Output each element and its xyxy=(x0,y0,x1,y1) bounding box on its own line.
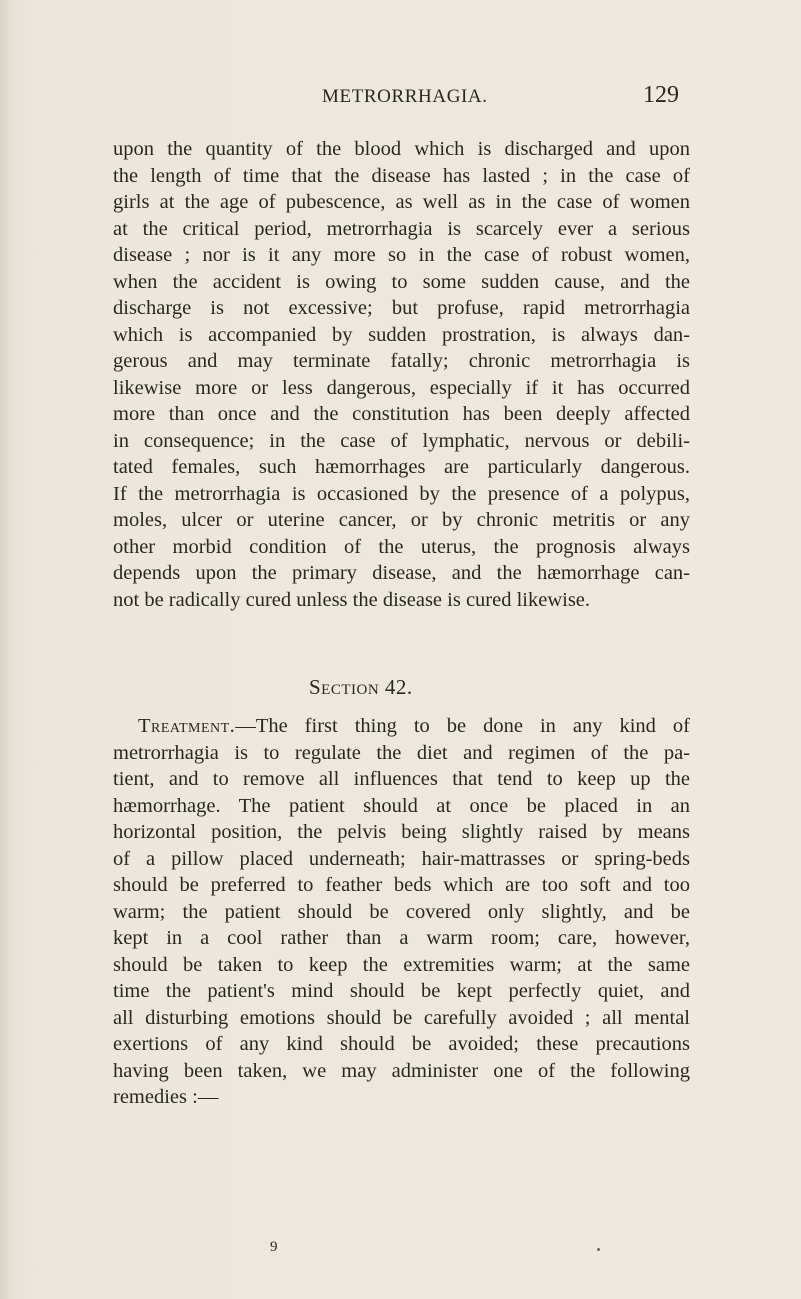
text-line: warm; the patient should be covered only slightly, and be xyxy=(113,900,690,923)
text-line: gerous and may terminate fatally; chronic metrorrhagia is xyxy=(113,350,690,372)
text-line: kept in a cool rather than a warm room; care, however, xyxy=(113,927,690,949)
text-line: girls at the age of pubescence, as well as in the case of women xyxy=(113,191,690,213)
text-line: which is accompanied by sudden prostration, is always dan- xyxy=(113,323,690,346)
page-number: 129 xyxy=(643,82,679,108)
text-line: in consequence; in the case of lymphatic, nervous or debili- xyxy=(113,429,690,452)
text-line: horizontal position, the pelvis being slightly raised by means xyxy=(113,821,690,843)
ink-speck xyxy=(597,1248,600,1251)
text-line: exertions of any kind should be avoided; these precautions xyxy=(113,1033,690,1055)
text-line: moles, ulcer or uterine cancer, or by chronic metritis or any xyxy=(113,509,690,531)
text-line: upon the quantity of the blood which is discharged and upon xyxy=(113,138,690,160)
text-line: tated females, such hæmorrhages are particularly dangerous. xyxy=(113,456,690,478)
text-line: having been taken, we may administer one of the following xyxy=(113,1059,690,1082)
running-head xyxy=(0,82,801,116)
text-line: at the critical period, metrorrhagia is scarcely ever a serious xyxy=(113,217,690,240)
text-line: tient, and to remove all influences that tend to keep up the xyxy=(113,768,690,790)
section-title: Section 42. xyxy=(309,675,413,699)
text-line: other morbid condition of the uterus, the prognosis always xyxy=(113,535,690,558)
section-heading xyxy=(0,675,801,705)
paragraph-prognosis xyxy=(113,136,690,613)
text-line xyxy=(113,713,690,740)
text-line: all disturbing emotions should be carefully avoided ; all mental xyxy=(113,1006,690,1029)
text-line: If the metrorrhagia is occasioned by the presence of a polypus, xyxy=(113,482,690,505)
text-line: depends upon the primary disease, and the hæmorrhage can- xyxy=(113,562,690,584)
text-line: should be taken to keep the extremities warm; at the same xyxy=(113,953,690,976)
running-title: METRORRHAGIA. xyxy=(322,86,488,107)
text-line: more than once and the constitution has been deeply affected xyxy=(113,403,690,425)
text-line: time the patient's mind should be kept perfectly quiet, and xyxy=(113,980,690,1002)
text-line: discharge is not excessive; but profuse, rapid metrorrhagia xyxy=(113,297,690,319)
text-line: hæmorrhage. The patient should at once be placed in an xyxy=(113,794,690,817)
text-line: remedies :— xyxy=(113,1086,219,1108)
text-line: likewise more or less dangerous, especially if it has occurred xyxy=(113,376,690,399)
text-line: when the accident is owing to some sudden cause, and the xyxy=(113,270,690,293)
treatment-lead: Treatment. xyxy=(138,715,236,737)
text-line: metrorrhagia is to regulate the diet and regimen of the pa- xyxy=(113,741,690,764)
paragraph-treatment xyxy=(113,713,690,1111)
treatment-lead-rest: —The first thing to be done in any kind of xyxy=(235,715,690,737)
text-line: of a pillow placed underneath; hair-mattrasses or spring-beds xyxy=(113,847,690,870)
text-line: should be preferred to feather beds which are too soft and too xyxy=(113,874,690,896)
text-line: the length of time that the disease has lasted ; in the case of xyxy=(113,164,690,187)
text-line: disease ; nor is it any more so in the case of robust women, xyxy=(113,244,690,266)
signature-mark: 9 xyxy=(270,1239,278,1255)
text-line: not be radically cured unless the disease is cured likewise. xyxy=(113,588,591,611)
